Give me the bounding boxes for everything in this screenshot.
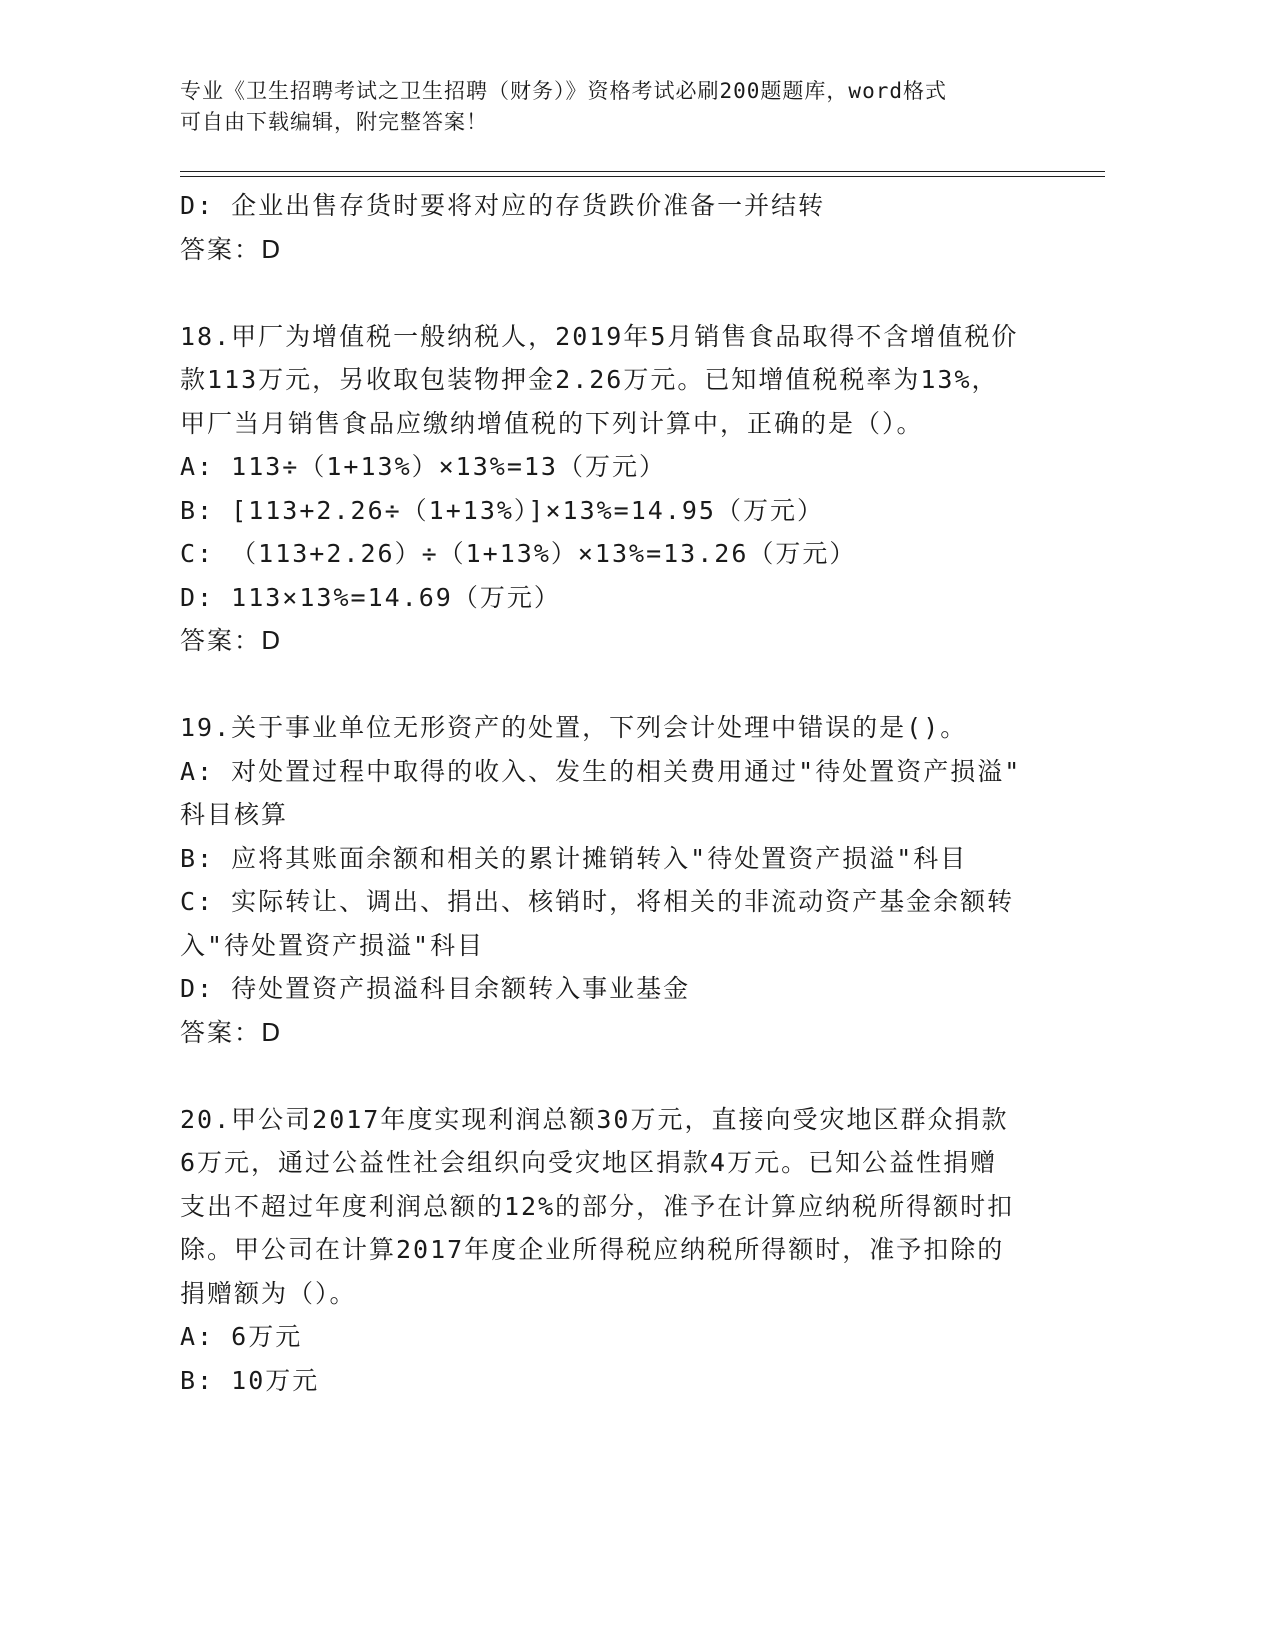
q20-option-a: A: 6万元 xyxy=(180,1322,303,1351)
question-17 xyxy=(180,184,1080,271)
header-line-1: 专业《卫生招聘考试之卫生招聘（财务）》资格考试必刷200题题库，word格式 xyxy=(180,79,947,103)
document-body xyxy=(180,184,1080,1402)
q18-option-a: A: 113÷（1+13%）×13%=13（万元） xyxy=(180,452,666,481)
q18-option-b: B: [113+2.26÷（1+13%）]×13%=14.95（万元） xyxy=(180,495,824,525)
q17-answer: 答案：D xyxy=(180,234,283,264)
q18-stem-line-2: 款113万元，另收取包装物押金2.26万元。已知增值税税率为13%， xyxy=(180,365,999,394)
q19-option-b: B: 应将其账面余额和相关的累计摊销转入"待处置资产损溢"科目 xyxy=(180,843,968,873)
q19-option-c-line-1: C: 实际转让、调出、捐出、核销时，将相关的非流动资产基金余额转 xyxy=(180,887,1015,916)
q19-option-a-line-2: 科目核算 xyxy=(180,800,289,829)
q18-stem-line-3: 甲厂当月销售食品应缴纳增值税的下列计算中，正确的是（）。 xyxy=(180,408,924,438)
spacer xyxy=(180,271,1080,315)
q20-stem-line-3: 支出不超过年度利润总额的12%的部分，准予在计算应纳税所得额时扣 xyxy=(180,1191,1015,1221)
q18-option-d: D: 113×13%=14.69（万元） xyxy=(180,582,561,612)
question-19 xyxy=(180,706,1080,1054)
q19-stem: 19.关于事业单位无形资产的处置，下列会计处理中错误的是()。 xyxy=(180,713,968,742)
q17-option-d: D: 企业出售存货时要将对应的存货跌价准备一并结转 xyxy=(180,191,826,220)
document-header xyxy=(180,76,1040,138)
header-divider-top xyxy=(180,171,1105,172)
header-divider-bottom xyxy=(180,176,1105,177)
q19-option-c-line-2: 入"待处置资产损溢"科目 xyxy=(180,930,485,960)
q20-stem-line-1: 20.甲公司2017年度实现利润总额30万元，直接向受灾地区群众捐款 xyxy=(180,1104,1009,1134)
spacer xyxy=(180,1054,1080,1098)
q20-stem-line-2: 6万元，通过公益性社会组织向受灾地区捐款4万元。已知公益性捐赠 xyxy=(180,1148,998,1177)
question-18 xyxy=(180,315,1080,663)
q18-answer: 答案：D xyxy=(180,626,283,655)
q19-answer: 答案：D xyxy=(180,1017,283,1047)
q19-option-a-line-1: A: 对处置过程中取得的收入、发生的相关费用通过"待处置资产损溢" xyxy=(180,756,1022,786)
q19-option-d: D: 待处置资产损溢科目余额转入事业基金 xyxy=(180,974,691,1003)
question-20 xyxy=(180,1098,1080,1403)
q18-option-c: C: （113+2.26）÷（1+13%）×13%=13.26（万元） xyxy=(180,539,857,568)
q20-stem-line-4: 除。甲公司在计算2017年度企业所得税应纳税所得额时，准予扣除的 xyxy=(180,1235,1005,1264)
header-line-2: 可自由下载编辑，附完整答案！ xyxy=(180,110,488,134)
q18-stem-line-1: 18.甲厂为增值税一般纳税人，2019年5月销售食品取得不含增值税价 xyxy=(180,321,1019,351)
q20-option-b: B: 10万元 xyxy=(180,1365,320,1395)
spacer xyxy=(180,663,1080,707)
q20-stem-line-5: 捐赠额为（）。 xyxy=(180,1278,357,1308)
